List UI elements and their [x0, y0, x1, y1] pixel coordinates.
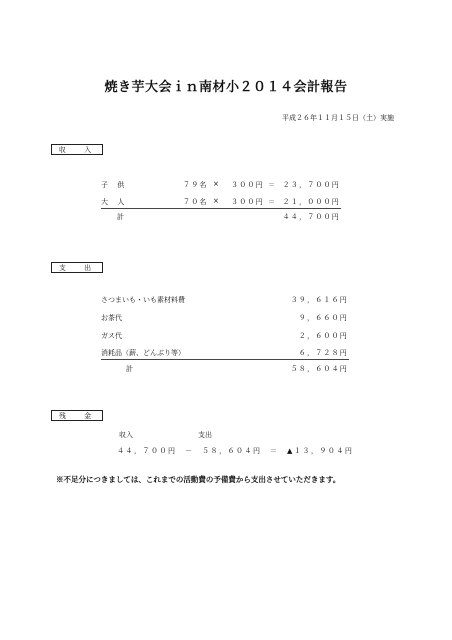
footnote: ※不足分につきましては、これまでの活動費の予備費から支出させていただきます。 [56, 475, 341, 484]
income-row-price: ３００円 [231, 198, 264, 206]
income-row-name: 大 人 [101, 198, 126, 206]
expense-row-amount: ３９，６１６円 [290, 296, 348, 304]
balance-expense-heading: 支出 [198, 431, 212, 439]
expense-row-name: ガス代 [101, 332, 122, 340]
event-date: 平成２６年１１月１５日（土）実施 [282, 114, 394, 122]
balance-income-heading: 収入 [119, 431, 133, 439]
expense-row-name: さつまいも・いも素材料費 [101, 296, 185, 304]
expense-section-label: 支 出 [51, 262, 103, 273]
income-total-rule [101, 208, 341, 209]
expense-row-name: 消耗品（薪、どんぶり等） [101, 349, 185, 357]
income-row-op: × [213, 180, 221, 188]
income-row-amount: ２３，７００円 [282, 181, 340, 189]
balance-formula: ４４，７００円 － ５８，６０４円 ＝ ▲１３，９０４円 [117, 447, 354, 455]
expense-row-amount: ２，６００円 [298, 332, 348, 340]
income-row-op: × [213, 197, 221, 205]
page-title: 焼き芋大会ｉｎ南材小２０１４会計報告 [104, 80, 348, 95]
income-row-name: 子 供 [101, 181, 126, 189]
income-row-eq: ＝ [268, 198, 277, 206]
income-total-label: 計 [117, 213, 124, 221]
income-total: ４４，７００円 [282, 213, 340, 221]
expense-row-name: お茶代 [101, 314, 122, 322]
income-row-eq: ＝ [268, 181, 277, 189]
income-row-price: ３００円 [231, 181, 264, 189]
expense-total: ５８，６０４円 [290, 365, 348, 373]
expense-total-label: 計 [126, 365, 133, 373]
income-row-amount: ２１，０００円 [282, 198, 340, 206]
expense-row-amount: ６，７２８円 [298, 349, 348, 357]
expense-row-amount: ９，６６０円 [298, 314, 348, 322]
income-row-qty: ７０名 [183, 198, 208, 206]
balance-section-label: 残 金 [51, 410, 103, 421]
expense-total-rule [101, 359, 349, 360]
income-row-qty: ７９名 [183, 181, 208, 189]
income-section-label: 収 入 [51, 144, 103, 155]
